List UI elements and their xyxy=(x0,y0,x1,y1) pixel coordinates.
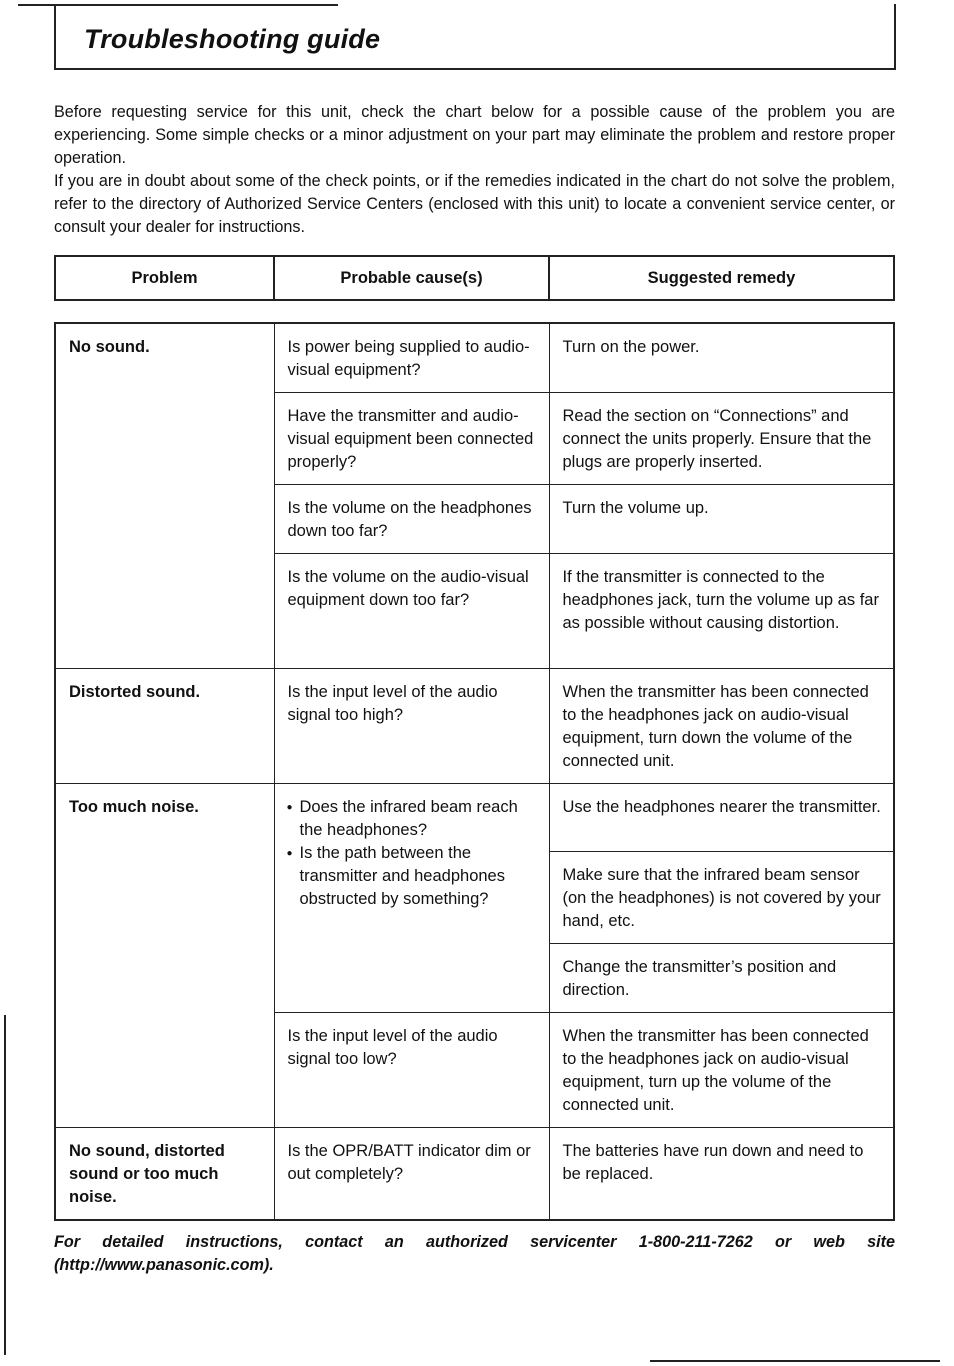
remedy-cell: If the transmitter is connected to the headphones jack, turn the volume up as far as possible without causing distortion. xyxy=(549,554,894,669)
remedy-cell: When the transmitter has been connected to the headphones jack on audio-visual equipment, turn up the volume of the connected unit. xyxy=(549,1013,894,1128)
problem-cell: Distorted sound. xyxy=(55,669,274,784)
remedy-cell: Use the headphones nearer the transmitter. xyxy=(549,784,894,852)
remedy-cell: Make sure that the infrared beam sensor (on the headphones) is not covered by your hand, etc. xyxy=(549,852,894,944)
cause-cell: Is the OPR/BATT indicator dim or out completely? xyxy=(274,1128,549,1221)
table-row xyxy=(55,669,894,784)
title-box xyxy=(54,4,896,70)
cause-bullet: ● Is the path between the transmitter and headphones obstructed by something? xyxy=(288,842,541,911)
cause-bullet: ● Does the infrared beam reach the headphones? xyxy=(288,796,541,842)
remedy-cell: Turn the volume up. xyxy=(549,485,894,554)
cause-bullet-list xyxy=(288,796,541,911)
cause-cell xyxy=(274,784,549,1013)
cause-cell: Is the input level of the audio signal too low? xyxy=(274,1013,549,1128)
remedy-cell: Read the section on “Connections” and connect the units properly. Ensure that the plugs are properly inserted. xyxy=(549,393,894,485)
header-remedy: Suggested remedy xyxy=(549,256,894,300)
problem-cell: Too much noise. xyxy=(55,784,274,1128)
footer-contact-note: For detailed instructions, contact an authorized servicenter 1-800-211-7262 or web site (http://www.panasonic.com). xyxy=(54,1233,895,1274)
intro-paragraph: Before requesting service for this unit, check the chart below for a possible cause of the problem you are experiencing. Some simple checks or a minor adjustment on your part may eliminate the problem and restore proper operation. xyxy=(54,103,895,167)
remedy-cell: Change the transmitter’s position and direction. xyxy=(549,944,894,1013)
cause-cell: Have the transmitter and audio-visual equipment been connected properly? xyxy=(274,393,549,485)
remedy-cell: When the transmitter has been connected to the headphones jack on audio-visual equipment, turn down the volume of the connected unit. xyxy=(549,669,894,784)
cause-cell: Is the volume on the audio-visual equipment down too far? xyxy=(274,554,549,669)
page-title: Troubleshooting guide xyxy=(84,24,381,54)
header-problem: Problem xyxy=(55,256,274,300)
problem-cell: No sound, distorted sound or too much noise. xyxy=(55,1128,274,1221)
remedy-cell: The batteries have run down and need to be replaced. xyxy=(549,1128,894,1221)
intro-text xyxy=(54,101,895,239)
table-row xyxy=(55,1128,894,1221)
scan-border-line xyxy=(4,1015,6,1355)
table-header xyxy=(54,255,895,301)
scan-border-line xyxy=(650,1360,940,1362)
troubleshooting-table xyxy=(54,322,895,1221)
table-row xyxy=(55,323,894,393)
header-cause: Probable cause(s) xyxy=(274,256,549,300)
intro-paragraph: If you are in doubt about some of the check points, or if the remedies indicated in the chart do not solve the problem, refer to the directory of Authorized Service Centers (enclosed with this unit) to locate a convenient service center, or consult your dealer for instructions. xyxy=(54,172,895,236)
cause-cell: Is the input level of the audio signal too high? xyxy=(274,669,549,784)
table-row xyxy=(55,784,894,852)
cause-cell: Is power being supplied to audio-visual equipment? xyxy=(274,323,549,393)
remedy-cell: Turn on the power. xyxy=(549,323,894,393)
cause-cell: Is the volume on the headphones down too far? xyxy=(274,485,549,554)
problem-cell: No sound. xyxy=(55,323,274,669)
